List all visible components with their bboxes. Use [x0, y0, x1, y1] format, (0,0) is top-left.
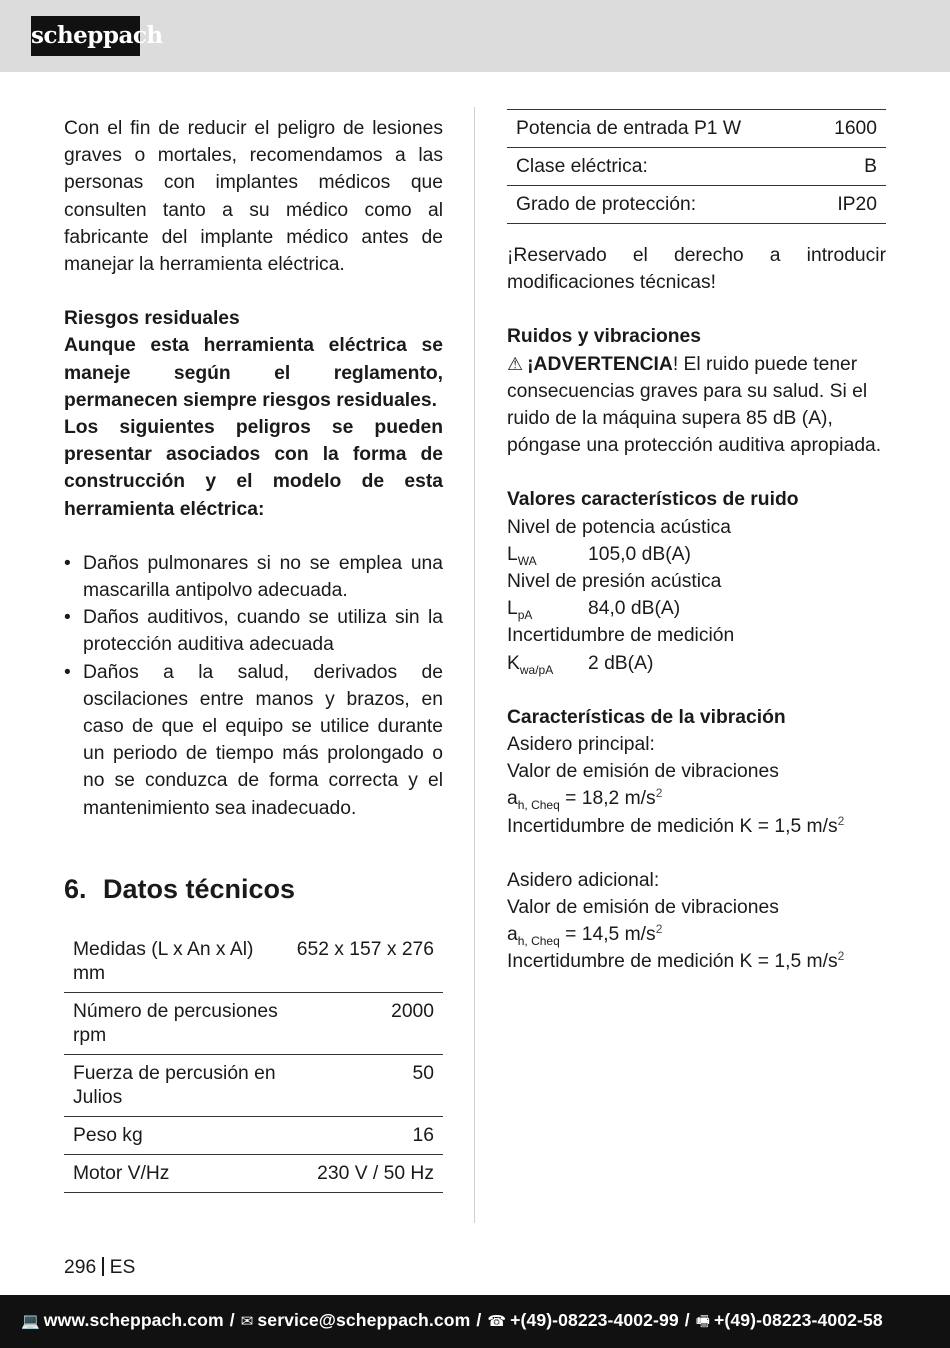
noise-values-heading: Valores característicos de ruido	[507, 489, 799, 511]
lpa-row: $L_{pA}$ 84,0 dB(A)	[507, 595, 886, 622]
aux-handle-label: Asidero adicional:	[507, 869, 660, 891]
bullet-icon: •	[64, 661, 71, 683]
right-column	[507, 109, 886, 976]
section-heading	[64, 872, 295, 906]
left-column	[64, 115, 443, 822]
column-divider	[474, 107, 475, 1223]
scheppach-logo: scheppach	[31, 16, 140, 56]
sound-pressure-label: Nivel de presión acústica	[507, 571, 722, 593]
warning-text: ! El ruido puede tener consecuencias graves para su salud. Si el ruido de la máquina supera 85 dB (A), póngase una protección auditiva apropiada.	[507, 353, 882, 457]
header-band	[0, 0, 950, 72]
warning-label: ¡ADVERTENCIA	[527, 353, 673, 375]
technical-data-table-right	[507, 109, 886, 224]
residual-risks-statement: Aunque esta herramienta eléctrica se maneje según el reglamento, permanecen siempre riesgos residuales.	[64, 335, 443, 411]
uncertainty-label: Incertidumbre de medición	[507, 625, 735, 647]
fax-icon: 🖷	[695, 1313, 711, 1330]
main-handle-label: Asidero principal:	[507, 734, 655, 756]
vibration-uncertainty-main: Incertidumbre de medición K = 1,5 $m/s^2$	[507, 813, 845, 837]
lwa-value: 105,0 dB(A)	[588, 543, 691, 565]
language-code: ES	[109, 1257, 136, 1278]
page-separator	[102, 1257, 104, 1276]
lwa-row: $L_{WA}$ 105,0 dB(A)	[507, 541, 886, 568]
vibration-heading: Características de la vibración	[507, 706, 786, 728]
list-item: • Daños auditivos, cuando se utiliza sin la protección auditiva adecuada	[64, 604, 443, 658]
lpa-value: 84,0 dB(A)	[588, 598, 681, 620]
k-row: $K_{wa/pA}$ 2 dB(A)	[507, 650, 886, 677]
table-row: Motor V/Hz 230 V / 50 Hz	[64, 1155, 443, 1193]
noise-warning	[507, 351, 886, 460]
k-value: 2 dB(A)	[588, 652, 654, 674]
fax-number: +(49)-08223-4002-58	[714, 1310, 883, 1330]
table-row: Fuerza de percusión en Julios 50	[64, 1055, 443, 1117]
email-link[interactable]: service@scheppach.com	[257, 1310, 471, 1330]
vibration-uncertainty-aux: Incertidumbre de medición K = 1,5 $m/s^2$	[507, 949, 845, 973]
bullet-icon: •	[64, 607, 71, 629]
warning-triangle-icon: ⚠	[507, 353, 524, 374]
implant-warning-paragraph: Con el fin de reducir el peligro de lesiones graves o mortales, recomendamos a las personas con implantes médicos que consulten tanto a su médico como al fabricante del implante médico antes de manejar la herramienta eléctrica.	[64, 118, 443, 276]
ah-value-main: $a_{h, Cheq} = 18,2$ $m/s^2$	[507, 786, 663, 813]
bullet-icon: •	[64, 552, 71, 574]
residual-risks-list	[64, 550, 443, 822]
ah-value-aux: $a_{h, Cheq} = 14,5$ $m/s^2$	[507, 922, 663, 949]
table-row: Clase eléctrica: B	[507, 148, 886, 186]
computer-icon: 💻	[21, 1313, 40, 1330]
emission-label: Valor de emisión de vibraciones	[507, 897, 779, 919]
sound-power-label: Nivel de potencia acústica	[507, 516, 732, 538]
section-title: Datos técnicos	[103, 874, 296, 904]
footer-contact-bar: 💻 www.scheppach.com / ✉ service@scheppach.com / ☎ +(49)-08223-4002-99 / 🖷 +(49)-08223-4002-58	[0, 1295, 950, 1348]
reserved-rights-note: ¡Reservado el derecho a introducir modificaciones técnicas!	[507, 245, 886, 294]
noise-heading: Ruidos y vibraciones	[507, 326, 701, 348]
residual-risks-heading: Riesgos residuales	[64, 308, 240, 330]
mail-icon: ✉	[240, 1313, 254, 1330]
table-row: Potencia de entrada P1 W 1600	[507, 110, 886, 148]
list-item: • Daños a la salud, derivados de oscilaciones entre manos y brazos, en caso de que el equipo se utilice durante un periodo de tiempo más prolongado o no se conduzca de forma correcta y el mantenimiento sea inadecuado.	[64, 659, 443, 822]
website-link[interactable]: www.scheppach.com	[43, 1310, 224, 1330]
technical-data-table-left	[64, 931, 443, 1193]
table-row: Número de percusiones rpm 2000	[64, 993, 443, 1055]
table-row: Medidas (L x An x Al) mm 652 x 157 x 276	[64, 931, 443, 993]
section-number: 6.	[64, 874, 87, 904]
list-item: • Daños pulmonares si no se emplea una mascarilla antipolvo adecuada.	[64, 550, 443, 604]
table-row: Grado de protección: IP20	[507, 186, 886, 224]
page-number: 296 ES	[64, 1257, 136, 1278]
phone-icon: ☎	[487, 1313, 507, 1330]
phone-number: +(49)-08223-4002-99	[510, 1310, 679, 1330]
emission-label: Valor de emisión de vibraciones	[507, 761, 779, 783]
residual-risks-list-intro: Los siguientes peligros se pueden presentar asociados con la forma de construcción y el modelo de esta herramienta eléctrica:	[64, 417, 443, 520]
table-row: Peso kg 16	[64, 1117, 443, 1155]
